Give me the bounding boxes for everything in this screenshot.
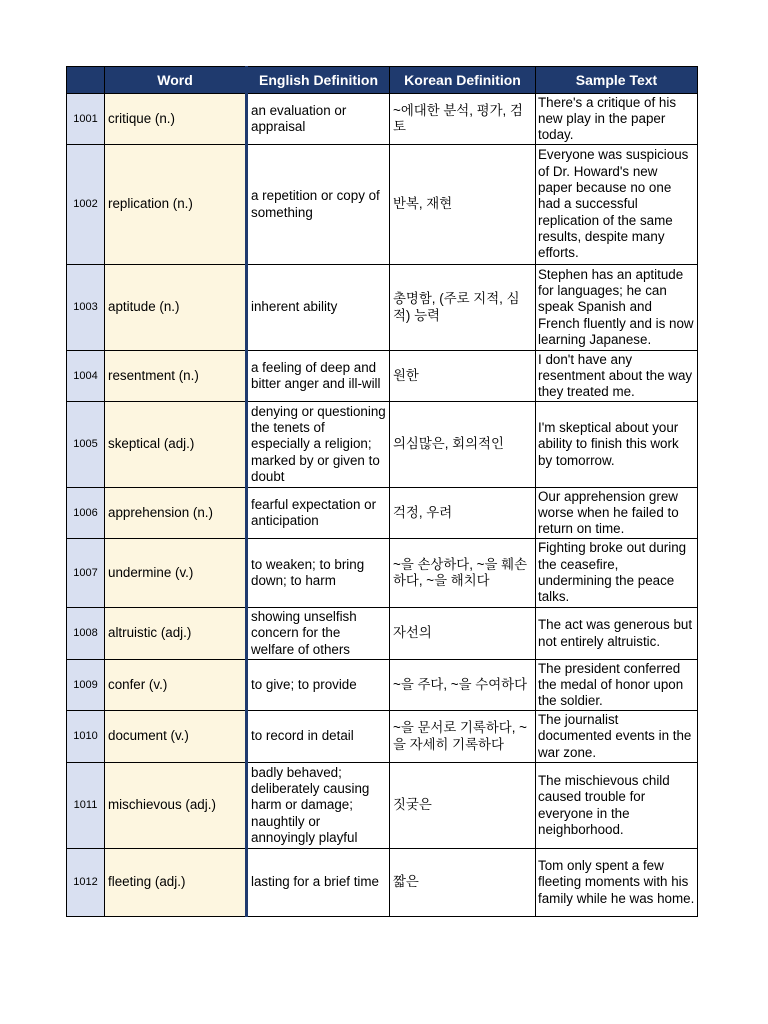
entry-word: skeptical (adj.) bbox=[105, 402, 247, 488]
table-row bbox=[67, 265, 698, 351]
entry-korean-definition: 짧은 bbox=[390, 849, 536, 917]
table-row bbox=[67, 711, 698, 763]
header-word: Word bbox=[105, 67, 247, 94]
entry-sample-text: The mischievous child caused trouble for everyone in the neighborhood. bbox=[536, 763, 698, 849]
entry-word: replication (n.) bbox=[105, 145, 247, 265]
entry-word: resentment (n.) bbox=[105, 351, 247, 402]
entry-word: aptitude (n.) bbox=[105, 265, 247, 351]
vocabulary-table bbox=[66, 66, 698, 917]
table-row bbox=[67, 608, 698, 660]
entry-sample-text: The act was generous but not entirely altruistic. bbox=[536, 608, 698, 660]
entry-number: 1002 bbox=[67, 145, 105, 265]
entry-number: 1011 bbox=[67, 763, 105, 849]
entry-number: 1001 bbox=[67, 94, 105, 145]
table-row bbox=[67, 539, 698, 608]
table-row bbox=[67, 402, 698, 488]
entry-sample-text: Tom only spent a few fleeting moments with his family while he was home. bbox=[536, 849, 698, 917]
entry-word: altruistic (adj.) bbox=[105, 608, 247, 660]
entry-korean-definition: ~에대한 분석, 평가, 검토 bbox=[390, 94, 536, 145]
entry-sample-text: Our apprehension grew worse when he failed to return on time. bbox=[536, 488, 698, 539]
entry-english-definition: lasting for a brief time bbox=[247, 849, 390, 917]
entry-number: 1009 bbox=[67, 660, 105, 711]
entry-korean-definition: 자선의 bbox=[390, 608, 536, 660]
entry-english-definition: to give; to provide bbox=[247, 660, 390, 711]
entry-number: 1012 bbox=[67, 849, 105, 917]
table-row bbox=[67, 849, 698, 917]
entry-sample-text: I'm skeptical about your ability to finish this work by tomorrow. bbox=[536, 402, 698, 488]
entry-sample-text: Fighting broke out during the ceasefire, undermining the peace talks. bbox=[536, 539, 698, 608]
entry-sample-text: The journalist documented events in the war zone. bbox=[536, 711, 698, 763]
header-korean-definition: Korean Definition bbox=[390, 67, 536, 94]
table-row bbox=[67, 763, 698, 849]
entry-english-definition: to weaken; to bring down; to harm bbox=[247, 539, 390, 608]
entry-korean-definition: 총명함, (주로 지적, 심적) 능력 bbox=[390, 265, 536, 351]
entry-english-definition: an evaluation or appraisal bbox=[247, 94, 390, 145]
header-number bbox=[67, 67, 105, 94]
entry-korean-definition: ~을 손상하다, ~을 훼손하다, ~을 해치다 bbox=[390, 539, 536, 608]
entry-sample-text: There's a critique of his new play in the paper today. bbox=[536, 94, 698, 145]
entry-word: critique (n.) bbox=[105, 94, 247, 145]
entry-korean-definition: 반복, 재현 bbox=[390, 145, 536, 265]
entry-sample-text: The president conferred the medal of honor upon the soldier. bbox=[536, 660, 698, 711]
entry-word: fleeting (adj.) bbox=[105, 849, 247, 917]
entry-word: undermine (v.) bbox=[105, 539, 247, 608]
entry-word: mischievous (adj.) bbox=[105, 763, 247, 849]
entry-number: 1008 bbox=[67, 608, 105, 660]
entry-word: apprehension (n.) bbox=[105, 488, 247, 539]
entry-english-definition: inherent ability bbox=[247, 265, 390, 351]
entry-word: document (v.) bbox=[105, 711, 247, 763]
entry-english-definition: fearful expectation or anticipation bbox=[247, 488, 390, 539]
table-row bbox=[67, 351, 698, 402]
entry-number: 1003 bbox=[67, 265, 105, 351]
table-header bbox=[67, 67, 698, 94]
entry-number: 1007 bbox=[67, 539, 105, 608]
header-english-definition: English Definition bbox=[247, 67, 390, 94]
table-row bbox=[67, 94, 698, 145]
entry-english-definition: a feeling of deep and bitter anger and ill-will bbox=[247, 351, 390, 402]
entry-korean-definition: 의심많은, 회의적인 bbox=[390, 402, 536, 488]
entry-english-definition: to record in detail bbox=[247, 711, 390, 763]
table-row bbox=[67, 660, 698, 711]
entry-english-definition: denying or questioning the tenets of especially a religion; marked by or given to doubt bbox=[247, 402, 390, 488]
entry-korean-definition: 원한 bbox=[390, 351, 536, 402]
entry-korean-definition: 걱정, 우려 bbox=[390, 488, 536, 539]
entry-number: 1004 bbox=[67, 351, 105, 402]
table-row bbox=[67, 145, 698, 265]
entry-english-definition: badly behaved; deliberately causing harm or damage; naughtily or annoyingly playful bbox=[247, 763, 390, 849]
table-row bbox=[67, 488, 698, 539]
entry-number: 1010 bbox=[67, 711, 105, 763]
entry-korean-definition: ~을 문서로 기록하다, ~을 자세히 기록하다 bbox=[390, 711, 536, 763]
header-row bbox=[67, 67, 698, 94]
entry-sample-text: Stephen has an aptitude for languages; he can speak Spanish and French fluently and is now learning Japanese. bbox=[536, 265, 698, 351]
entry-english-definition: showing unselfish concern for the welfare of others bbox=[247, 608, 390, 660]
entry-number: 1006 bbox=[67, 488, 105, 539]
header-sample-text: Sample Text bbox=[536, 67, 698, 94]
entry-korean-definition: ~을 주다, ~을 수여하다 bbox=[390, 660, 536, 711]
entry-sample-text: Everyone was suspicious of Dr. Howard's new paper because no one had a successful replication of the same results, despite many efforts. bbox=[536, 145, 698, 265]
entry-sample-text: I don't have any resentment about the way they treated me. bbox=[536, 351, 698, 402]
entry-word: confer (v.) bbox=[105, 660, 247, 711]
entry-korean-definition: 짓궂은 bbox=[390, 763, 536, 849]
table-body bbox=[67, 94, 698, 917]
entry-english-definition: a repetition or copy of something bbox=[247, 145, 390, 265]
entry-number: 1005 bbox=[67, 402, 105, 488]
